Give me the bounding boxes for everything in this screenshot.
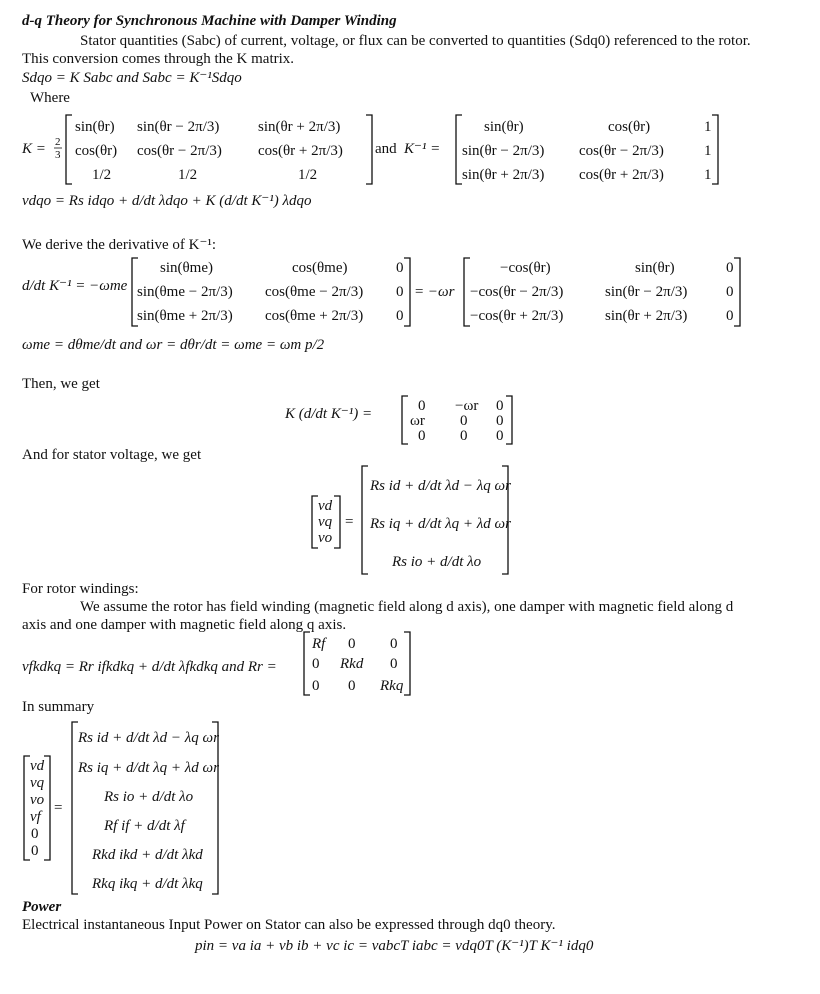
k-cell-0-1: sin(θr − 2π/3) [137, 119, 220, 135]
vdqo-equation: vdqo = Rs idqo + d/dt λdqo + K (d/dt K⁻¹) λdqo [22, 193, 312, 209]
kdk-0-0: 0 [418, 398, 426, 414]
kinv-cell-1-2: 1 [704, 143, 712, 159]
dkinv-l-2-2: 0 [396, 308, 404, 324]
dkinv-equation [22, 258, 740, 326]
k-cell-2-0: 1/2 [92, 167, 112, 183]
intro-line-2: This conversion comes through the K matrix. [22, 51, 295, 67]
dkinv-r-2-1: sin(θr + 2π/3) [605, 308, 688, 324]
summary-rhs-5: Rkq ikq + d/dt λkq [92, 876, 203, 892]
stator-vec-1: vq [318, 514, 333, 530]
dkinv-r-0-1: sin(θr) [635, 260, 675, 276]
dkinv-l-2-0: sin(θme + 2π/3) [137, 308, 233, 324]
stator-equals: = [345, 514, 354, 530]
stator-rhs-2: Rs io + d/dt λo [392, 554, 482, 570]
rr-2-0: 0 [312, 678, 320, 694]
kdk-0-2: 0 [496, 398, 504, 414]
k-frac-den: 3 [55, 149, 61, 161]
summary-rhs-2: Rs io + d/dt λo [104, 789, 194, 805]
stator-voltage-text: And for stator voltage, we get [22, 447, 202, 463]
dkinv-r-1-2: 0 [726, 284, 734, 300]
page-title: d-q Theory for Synchronous Machine with Damper Winding [22, 13, 397, 29]
summary-vec-5: 0 [31, 843, 39, 859]
kdk-1-1: 0 [460, 413, 468, 429]
k-cell-0-0: sin(θr) [75, 119, 115, 135]
dkinv-l-0-1: cos(θme) [292, 260, 348, 276]
k-cell-1-2: cos(θr + 2π/3) [258, 143, 343, 159]
dkinv-r-1-1: sin(θr − 2π/3) [605, 284, 688, 300]
stator-rhs-1: Rs iq + d/dt λq + λd ωr [370, 516, 511, 532]
stator-voltage-equation [312, 466, 511, 574]
dkinv-r-1-0: −cos(θr − 2π/3) [470, 284, 564, 300]
where-label: Where [30, 90, 70, 106]
omega-equation: ωme = dθme/dt and ωr = dθr/dt = ωme = ωm p/2 [22, 337, 325, 353]
dkinv-l-1-2: 0 [396, 284, 404, 300]
kdk-1-2: 0 [496, 413, 504, 429]
dkinv-label: d/dt K⁻¹ = −ωme [22, 278, 128, 294]
kinv-cell-1-0: sin(θr − 2π/3) [462, 143, 545, 159]
dkinv-l-1-1: cos(θme − 2π/3) [265, 284, 364, 300]
kinv-cell-0-2: 1 [704, 119, 712, 135]
kinv-cell-2-1: cos(θr + 2π/3) [579, 167, 664, 183]
summary-rhs-0: Rs id + d/dt λd − λq ωr [78, 730, 219, 746]
power-equation: pin = va ia + vb ib + vc ic = vabcT iabc = vdq0T (K⁻¹)T K⁻¹ idq0 [195, 938, 594, 954]
kinv-cell-2-2: 1 [704, 167, 712, 183]
dkinv-l-0-0: sin(θme) [160, 260, 214, 276]
kdk-2-2: 0 [496, 428, 504, 444]
k-cell-1-0: cos(θr) [75, 143, 118, 159]
summary-vec-2: vo [30, 792, 45, 808]
k-label: K = [22, 141, 46, 157]
dkinv-l-1-0: sin(θme − 2π/3) [137, 284, 233, 300]
kdk-1-0: ωr [410, 413, 425, 429]
rr-1-1: Rkd [340, 656, 364, 672]
summary-equals: = [54, 800, 63, 816]
k-cell-0-2: sin(θr + 2π/3) [258, 119, 341, 135]
kinv-cell-1-1: cos(θr − 2π/3) [579, 143, 664, 159]
dkinv-r-0-2: 0 [726, 260, 734, 276]
dkinv-r-2-0: −cos(θr + 2π/3) [470, 308, 564, 324]
rotor-text-1: We assume the rotor has field winding (magnetic field along d axis), one damper with magnetic field along d [80, 599, 734, 615]
rotor-equation: vfkdkq = Rr ifkdkq + d/dt λfkdkq and Rr = [22, 659, 277, 675]
kdk-2-1: 0 [460, 428, 468, 444]
rotor-text-2: axis and one damper with magnetic field along q axis. [22, 617, 347, 633]
k-cell-2-1: 1/2 [178, 167, 198, 183]
and-word: and [375, 141, 397, 157]
summary-vec-3: vf [30, 809, 41, 825]
rr-2-1: 0 [348, 678, 356, 694]
dkinv-mid: = −ωr [414, 284, 455, 300]
power-heading: Power [22, 899, 62, 915]
summary-vec-4: 0 [31, 826, 39, 842]
dkinv-l-0-2: 0 [396, 260, 404, 276]
stator-vec-2: vo [318, 530, 333, 546]
summary-text: In summary [22, 699, 95, 715]
dkinv-r-2-2: 0 [726, 308, 734, 324]
intro-line-1: Stator quantities (Sabc) of current, voltage, or flux can be converted to quantities (Sdq0) referenced to the rotor. [80, 33, 751, 49]
rr-1-2: 0 [390, 656, 398, 672]
power-text: Electrical instantaneous Input Power on Stator can also be expressed through dq0 theory. [22, 917, 556, 933]
rotor-heading: For rotor windings: [22, 581, 139, 597]
k-cell-2-2: 1/2 [298, 167, 318, 183]
kdk-label: K (d/dt K⁻¹) = [285, 406, 373, 422]
k-matrix [21, 115, 372, 184]
rr-2-2: Rkq [380, 678, 404, 694]
summary-rhs-3: Rf if + d/dt λf [104, 818, 185, 834]
kinv-cell-0-0: sin(θr) [484, 119, 524, 135]
kdk-0-1: −ωr [455, 398, 479, 414]
rr-0-1: 0 [348, 636, 356, 652]
dkinv-r-0-0: −cos(θr) [500, 260, 551, 276]
k-frac-num: 2 [55, 136, 61, 148]
k-cell-1-1: cos(θr − 2π/3) [137, 143, 222, 159]
then-text: Then, we get [22, 376, 100, 392]
summary-vec-0: vd [30, 758, 45, 774]
rr-0-0: Rf [312, 636, 326, 652]
rr-0-2: 0 [390, 636, 398, 652]
summary-vec-1: vq [30, 775, 45, 791]
stator-vec-0: vd [318, 498, 333, 514]
derive-text: We derive the derivative of K⁻¹: [22, 237, 217, 253]
rr-1-0: 0 [312, 656, 320, 672]
summary-equation [24, 722, 219, 894]
summary-rhs-4: Rkd ikd + d/dt λkd [92, 847, 203, 863]
kinv-cell-2-0: sin(θr + 2π/3) [462, 167, 545, 183]
dkinv-l-2-1: cos(θme + 2π/3) [265, 308, 364, 324]
kdk-equation [284, 396, 512, 444]
kinv-label: K⁻¹ = [404, 141, 441, 157]
rr-matrix [304, 632, 410, 695]
k-inverse-matrix [403, 115, 718, 184]
kdk-2-0: 0 [418, 428, 426, 444]
kinv-cell-0-1: cos(θr) [608, 119, 651, 135]
conversion-equation: Sdqo = K Sabc and Sabc = K⁻¹Sdqo [22, 70, 242, 86]
summary-rhs-1: Rs iq + d/dt λq + λd ωr [78, 760, 219, 776]
stator-rhs-0: Rs id + d/dt λd − λq ωr [370, 478, 511, 494]
